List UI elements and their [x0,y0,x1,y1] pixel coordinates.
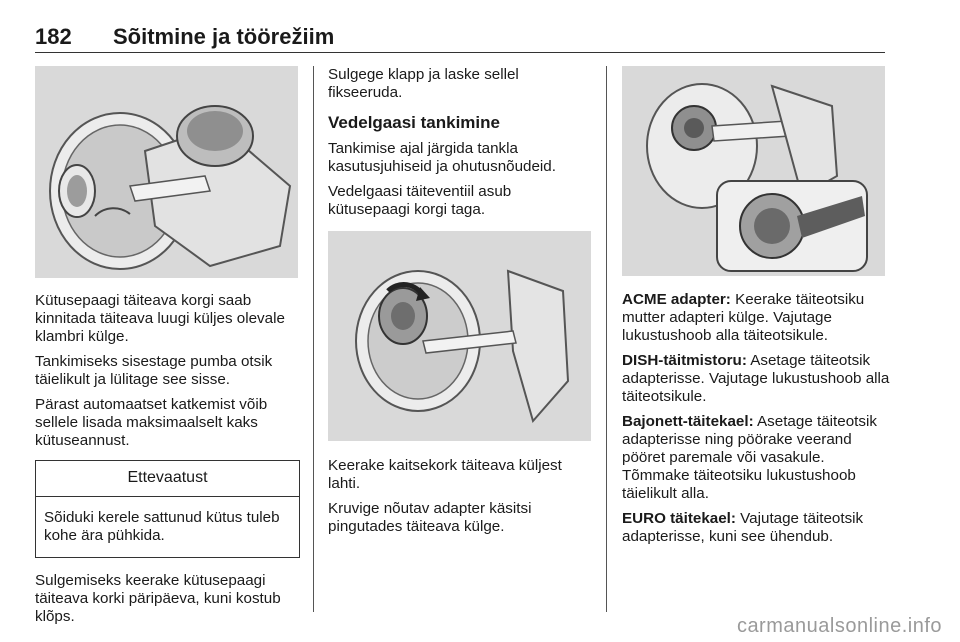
page-number: 182 [35,24,72,49]
caution-title: Ettevaatust [36,461,299,497]
watermark: carmanualsonline.info [736,615,942,637]
column-3 [622,291,890,553]
list-item [622,291,890,345]
column-2-top [328,66,593,226]
term: EURO täitekael: [622,510,736,527]
paragraph: Kruvige nõutav adapter käsitsi pingutades täiteava külge. [328,500,532,535]
adapter-figure [622,66,885,276]
term: Bajonett-täitekael: [622,413,754,430]
paragraph: Pärast automaatset katkemist võib sellele lisada maksimaalselt kaks kütuseannust. [35,396,268,449]
page-title: Sõitmine ja töörežiim [113,24,335,49]
adapter-illustration [622,66,885,276]
list-item [622,352,890,406]
paragraph: Tankimise ajal järgida tankla kasutusjuhiseid ja ohutusnõudeid. [328,140,556,175]
header-rule [35,52,885,53]
paragraph: Vedelgaasi täiteventiil asub kütusepaagi korgi taga. [328,183,512,218]
column-1 [35,292,300,633]
lpg-valve-illustration [328,231,591,441]
term-description: Keerake täiteotsiku mutter adapteri külge. Vajutage lukustushoob alla täiteotsikule. [622,291,865,344]
term-description: Asetage täiteotsik adapterisse ning pöörake veerand pööret paremale või vasakule. Tõmmake täiteotsiku lukustushoob täielikult alla. [622,413,877,502]
page-header [35,24,885,52]
fuel-cap-illustration [35,66,298,278]
paragraph: Keerake kaitsekork täiteava küljest lahti. [328,457,562,492]
caution-box [35,460,300,558]
lpg-valve-figure [328,231,591,441]
section-heading: Vedelgaasi tankimine [328,113,500,132]
term-description: Asetage täiteotsik adapterisse. Vajutage lukustushoob alla täiteotsikule. [622,352,890,405]
term: DISH-täitmistoru: [622,352,747,369]
column-divider-2 [606,66,607,612]
paragraph: Sulgemiseks keerake kütusepaagi täiteava korki päripäeva, kuni kostub klõps. [35,572,281,625]
column-2-bottom [328,457,593,543]
paragraph: Kütusepaagi täiteava korgi saab kinnitada täiteava luugi küljes olevale klambri külge. [35,292,285,345]
paragraph: Tankimiseks sisestage pumba otsik täielikult ja lülitage see sisse. [35,353,273,388]
fuel-cap-figure [35,66,298,278]
term: ACME adapter: [622,291,731,308]
caution-text: Sõiduki kerele sattunud kütus tuleb kohe ära pühkida. [44,509,280,544]
paragraph: Sulgege klapp ja laske sellel fikseeruda. [328,66,519,101]
term-description: Vajutage täiteotsik adapterisse, kuni see ühendub. [622,510,864,545]
list-item [622,413,890,503]
list-item [622,510,890,546]
column-divider-1 [313,66,314,612]
